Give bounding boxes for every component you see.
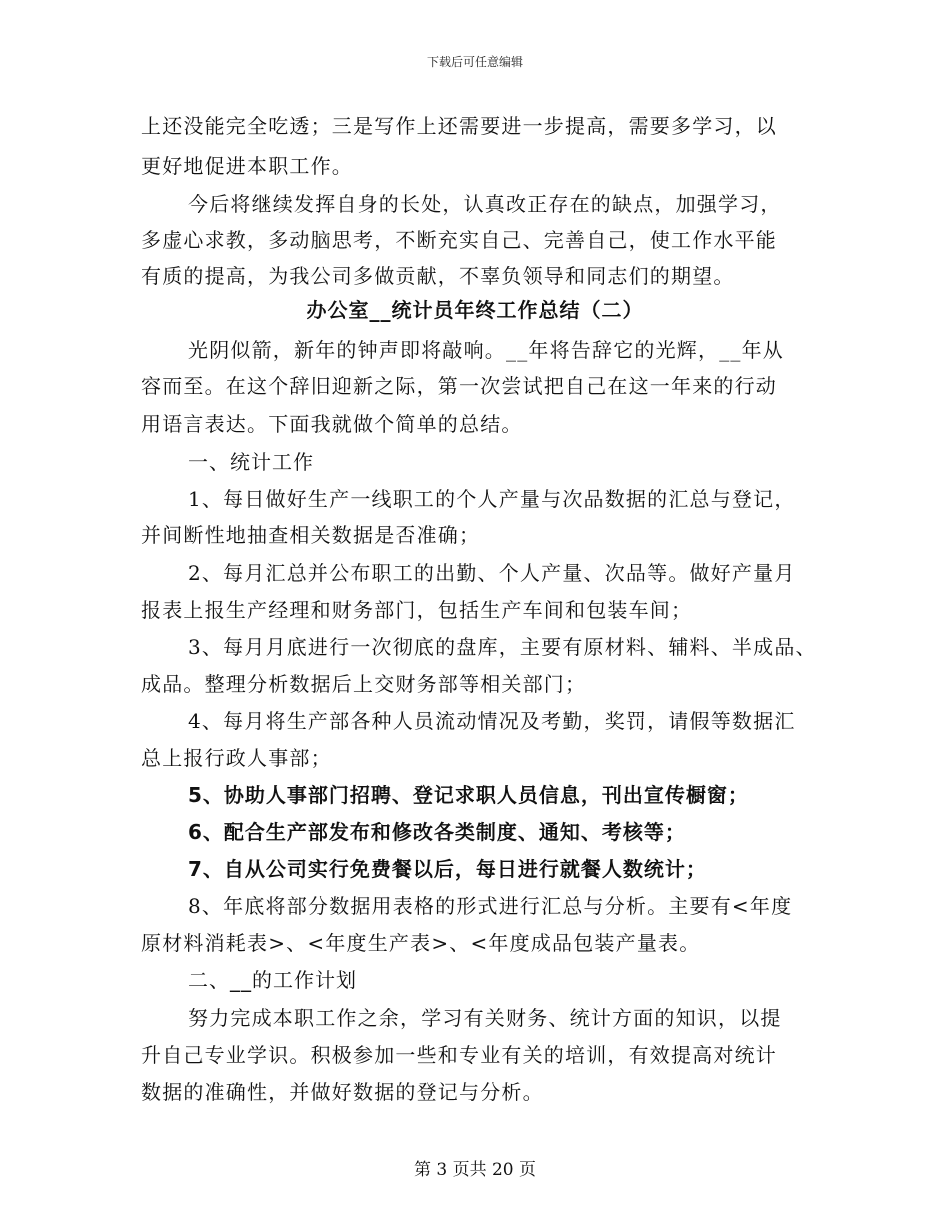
body-line-2: 更好地促进本职工作。: [141, 154, 353, 178]
body-line-4: 多虚心求教，多动脑思考，不断充实自己、完善自己，使工作水平能: [141, 228, 777, 252]
item-4-line-2: 总上报行政人事部；: [141, 746, 332, 770]
plan-line-1: 努力完成本职工作之余，学习有关财务、统计方面的知识，以提: [188, 1006, 782, 1030]
body-line-7: 容而至。在这个辞旧迎新之际，第一次尝试把自己在这一年来的行动: [141, 374, 777, 398]
heading-work-plan: 二、__的工作计划: [188, 968, 357, 992]
body-line-5: 有质的提高，为我公司多做贡献，不辜负领导和同志们的期望。: [141, 264, 735, 288]
plan-line-2: 升自己专业学识。积极参加一些和专业有关的培训，有效提高对统计: [141, 1043, 777, 1067]
body-line-6: 光阴似箭，新年的钟声即将敲响。__年将告辞它的光辉，__年从: [188, 338, 784, 362]
page-header: 下载后可任意编辑: [426, 55, 523, 69]
item-2-line-2: 报表上报生产经理和财务部门，包括生产车间和包装车间；: [141, 598, 693, 622]
item-3-line-1: 3、每月月底进行一次彻底的盘库，主要有原材料、辅料、半成品、: [188, 635, 817, 659]
body-line-1: 上还没能完全吃透；三是写作上还需要进一步提高，需要多学习，以: [141, 114, 777, 138]
item-6: 6、配合生产部发布和修改各类制度、通知、考核等；: [188, 820, 686, 844]
section-title: 办公室__统计员年终工作总结（二）: [306, 298, 644, 322]
body-line-8: 用语言表达。下面我就做个简单的总结。: [141, 412, 523, 436]
item-2-line-1: 2、每月汇总并公布职工的出勤、个人产量、次品等。做好产量月: [188, 561, 796, 585]
item-4-line-1: 4、每月将生产部各种人员流动情况及考勤，奖罚，请假等数据汇: [188, 709, 796, 733]
plan-line-3: 数据的准确性，并做好数据的登记与分析。: [141, 1080, 544, 1104]
page-footer: 第 3 页共 20 页: [413, 1160, 537, 1180]
item-5: 5、协助人事部门招聘、登记求职人员信息，刊出宣传橱窗；: [188, 783, 749, 807]
item-1-line-1: 1、每日做好生产一线职工的个人产量与次品数据的汇总与登记，: [188, 487, 796, 511]
item-8-line-2: 原材料消耗表>、<年度生产表>、<年度成品包装产量表。: [141, 931, 701, 955]
item-8-line-1: 8、年底将部分数据用表格的形式进行汇总与分析。主要有<年度: [188, 894, 793, 918]
item-1-line-2: 并间断性地抽查相关数据是否准确；: [141, 523, 481, 547]
body-line-3: 今后将继续发挥自身的长处，认真改正存在的缺点，加强学习，: [188, 192, 782, 216]
heading-statistics-work: 一、统计工作: [188, 450, 314, 474]
item-3-line-2: 成品。整理分析数据后上交财务部等相关部门；: [141, 672, 587, 696]
item-7: 7、自从公司实行免费餐以后，每日进行就餐人数统计；: [188, 857, 707, 881]
